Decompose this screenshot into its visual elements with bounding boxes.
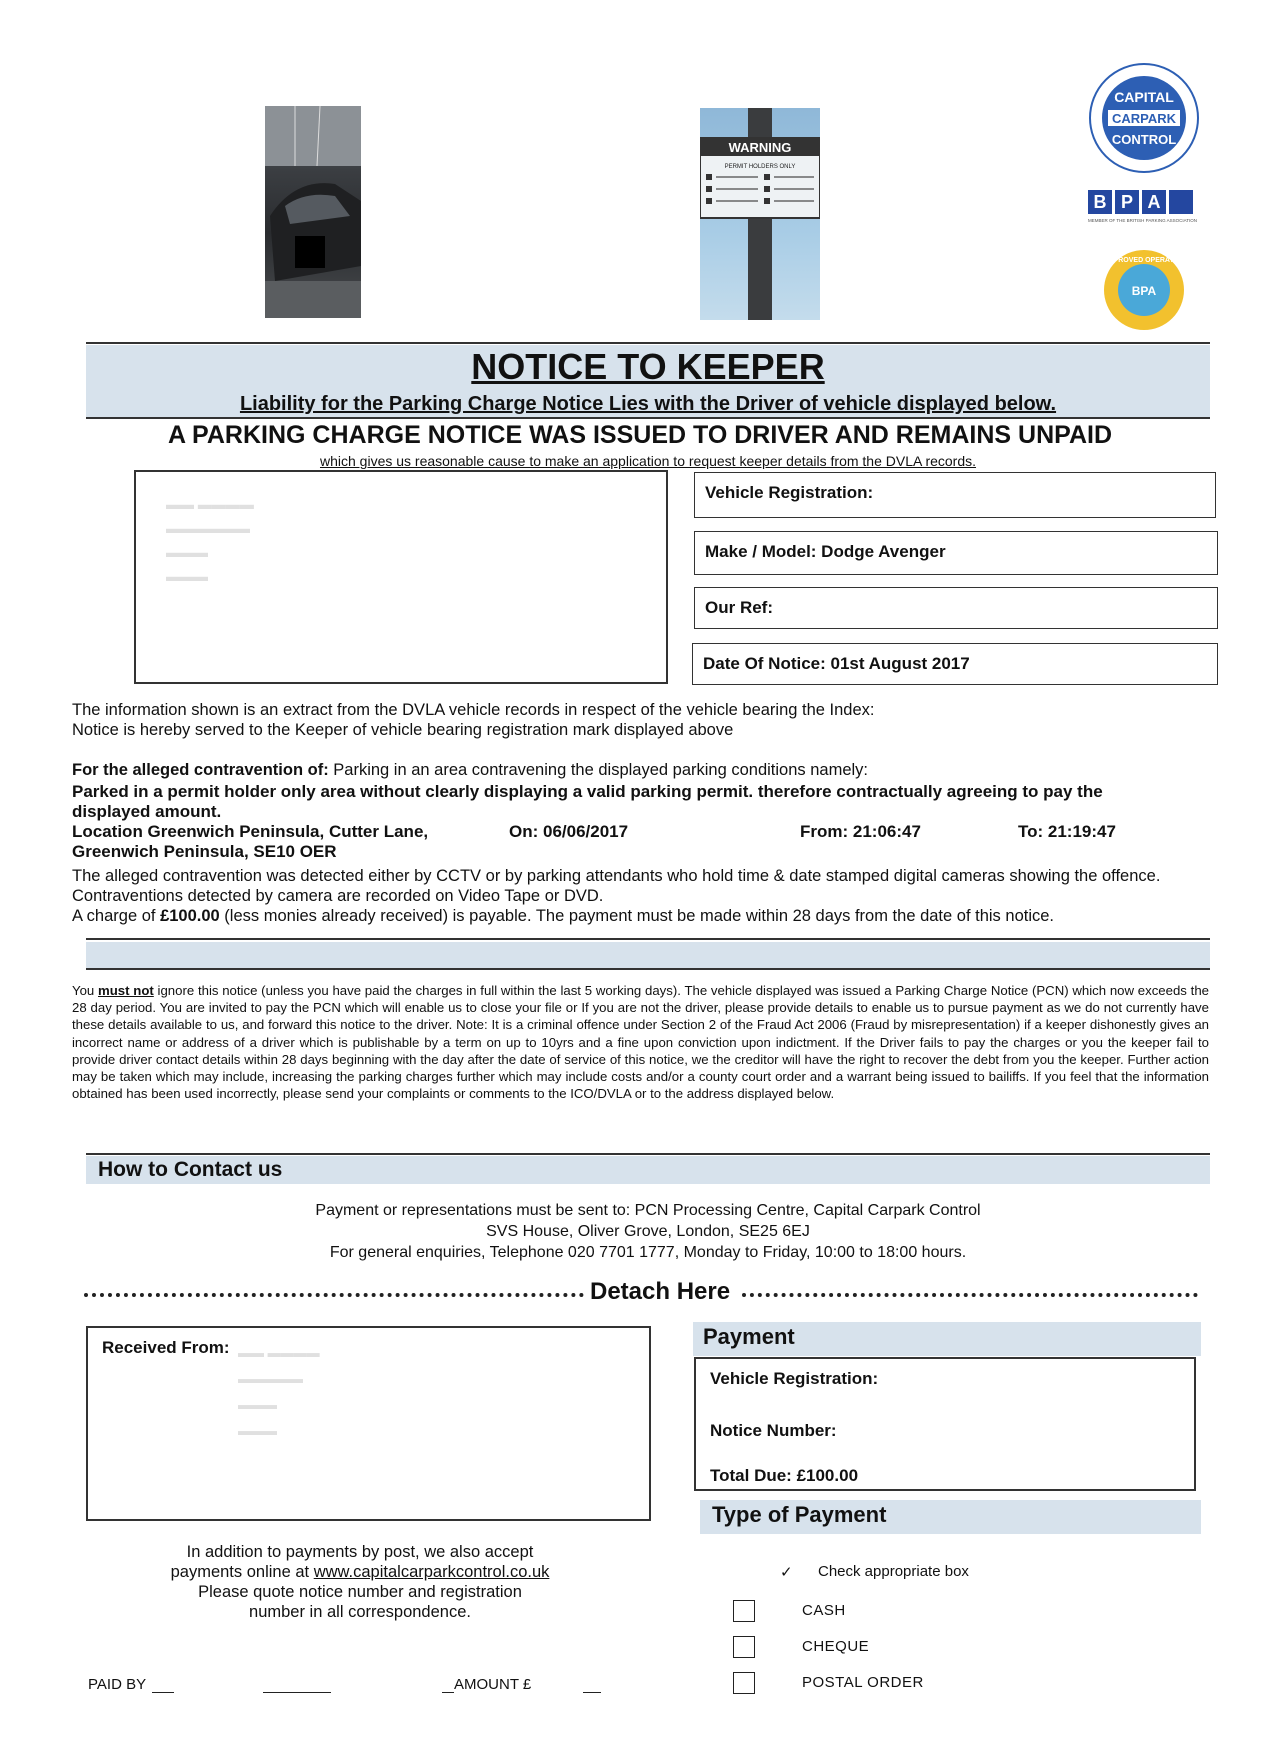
title-top-rule [86, 342, 1210, 344]
paid-by-label: PAID BY [88, 1676, 147, 1693]
check-mark-icon: ✓ [780, 1564, 793, 1581]
detach-label: Detach Here [590, 1278, 731, 1305]
make-model-text: Make / Model: Dodge Avenger [705, 542, 946, 561]
contravention-detail: Parked in a permit holder only area without clearly displaying a valid parking permit. therefore contractually agreeing to pay the displayed amount. [72, 782, 1103, 821]
contravention-location [72, 822, 492, 862]
our-ref-field [694, 587, 1218, 629]
contact-line-2: SVS House, Oliver Grove, London, SE25 6EJ [486, 1223, 810, 1240]
online-note-line-1: In addition to payments by post, we also accept [186, 1543, 534, 1561]
capital-logo-top: CAPITAL [1114, 89, 1174, 105]
contravention-text: Parking in an area contravening the displayed parking conditions namely: [328, 761, 869, 779]
location-line-1: Location Greenwich Peninsula, Cutter Lane, [72, 822, 429, 841]
contravention-date: On: 06/06/2017 [509, 822, 629, 841]
contravention-intro [72, 760, 1212, 780]
date-of-notice-text: Date Of Notice: 01st August 2017 [703, 654, 970, 673]
charge-prefix: A charge of [72, 907, 161, 925]
charge-suffix: (less monies already received) is payable. The payment must be made within 28 days from the date of this notice. [219, 907, 1054, 925]
location-line-2: Greenwich Peninsula, SE10 OER [72, 842, 337, 861]
payment-details-box [694, 1357, 1196, 1491]
bpa-swoosh-icon [1169, 190, 1193, 214]
contact-heading: How to Contact us [98, 1158, 283, 1181]
contravention-label: For the alleged contravention of: [72, 761, 329, 779]
received-from-box [86, 1326, 651, 1521]
bpa-letter: A [1142, 190, 1166, 214]
postal-order-label: POSTAL ORDER [802, 1674, 924, 1691]
amount-line-left [442, 1692, 454, 1693]
capital-logo-middle: CARPARK [1111, 111, 1177, 126]
cheque-checkbox[interactable] [733, 1636, 755, 1658]
redacted-address: ▬▬ ▬▬▬▬ ▬▬▬▬▬▬ ▬▬▬ ▬▬▬ [166, 496, 254, 584]
bpa-caption: MEMBER OF THE BRITISH PARKING ASSOCIATION [1088, 218, 1198, 223]
cash-checkbox[interactable] [733, 1600, 755, 1622]
payment-heading: Payment [703, 1324, 795, 1349]
check-hint: Check appropriate box [818, 1563, 969, 1580]
approved-operator-logo [1102, 248, 1186, 332]
bpa-logo [1088, 190, 1200, 223]
online-payment-link[interactable]: www.capitalcarparkcontrol.co.uk [313, 1563, 550, 1581]
detach-dotted-left [84, 1293, 584, 1297]
legal-body: ignore this notice (unless you have paid the charges in full within the last 5 working days). The vehicle displayed was issued a Parking Charge Notice (PCN) which now exceeds the 28 day period. You are invited to pay the PCN which will enable us to close your file or If you are not the driver, please provide details to enable us to pursue payment as we do not currently have these details available to us, and forward this notice to the driver. Note: It is a criminal offence under Section 2 of the Fraud Act 2006 (Fraud by misrepresentation) if a keeper dishonestly gives an incorrect name or address of a driver which is publishable by a term on up to 10yrs and a fine upon conviction upon indictment. If the Driver fails to pay the charges or you the keeper fail to provide driver contact details within 28 days beginning with the day after the date of service of this notice, we the creditor will have the right to recover the debt from you the keeper. Further action may be taken which may include, increasing the parking charges further which may include costs and/or a county court order and a warrant being issued to bailiffs. If you feel that the information obtained has been used incorrectly, please send your complaints or comments to the ICO/DVLA or to the address displayed below. [72, 983, 1209, 1102]
cheque-label: CHEQUE [802, 1638, 870, 1655]
online-payment-note [130, 1542, 590, 1622]
warning-sign-heading: WARNING [728, 140, 792, 155]
capital-logo-bottom: CONTROL [1111, 132, 1177, 147]
paid-by-line [152, 1692, 174, 1693]
vehicle-registration-label: Vehicle Registration: [705, 483, 874, 502]
detection-text: The alleged contravention was detected either by CCTV or by parking attendants who hold time & date stamped digital cameras showing the offence. Contraventions detected by camera are recorded on Video Tape or DVD. [72, 867, 1161, 905]
bpa-letter: P [1115, 190, 1139, 214]
contact-top-rule [86, 1153, 1210, 1155]
contravention-from-time: From: 21:06:47 [800, 822, 921, 841]
liability-line: Liability for the Parking Charge Notice Lies with the Driver of vehicle displayed below. [239, 393, 1057, 415]
approved-logo-ring: APPROVED OPERATOR [1103, 257, 1185, 264]
legal-notice-text [72, 982, 1209, 1102]
detach-dotted-right [742, 1293, 1198, 1297]
postal-order-checkbox[interactable] [733, 1672, 755, 1694]
amount-line [583, 1692, 601, 1693]
contravention-to-time: To: 21:19:47 [1018, 822, 1116, 841]
bpa-logo-letters [1088, 190, 1200, 214]
separator-bottom-rule [86, 968, 1210, 970]
cash-label: CASH [802, 1602, 846, 1619]
approved-logo-center: BPA [1131, 284, 1157, 298]
warning-sign-photo [700, 108, 820, 320]
paid-by-line-2 [263, 1692, 331, 1693]
redacted-received-address: ▬▬ ▬▬▬▬ ▬▬▬▬▬ ▬▬▬ ▬▬▬ [238, 1345, 320, 1438]
contact-line-3: For general enquiries, Telephone 020 7701 1777, Monday to Friday, 10:00 to 18:00 hours. [329, 1244, 967, 1261]
legal-emphasis: must not [98, 983, 154, 998]
vehicle-photo-drawing [265, 106, 361, 318]
payment-notice-number-label: Notice Number: [710, 1421, 837, 1440]
payment-type-heading: Type of Payment [712, 1502, 887, 1527]
contact-line-1: Payment or representations must be sent to: PCN Processing Centre, Capital Carpark Control [315, 1202, 981, 1219]
legal-prefix: You [72, 983, 99, 998]
bpa-letter: B [1088, 190, 1112, 214]
page-title: NOTICE TO KEEPER [471, 346, 825, 387]
separator-top-rule [86, 938, 1210, 940]
our-ref-label: Our Ref: [705, 598, 773, 617]
online-note-line-3: Please quote notice number and registration [198, 1583, 522, 1601]
date-of-notice-field [692, 643, 1218, 685]
amount-label: AMOUNT £ [454, 1676, 532, 1693]
online-note-line-2: payments online at [170, 1563, 314, 1581]
dvla-info-line-2: Notice is hereby served to the Keeper of vehicle bearing registration mark displayed above [72, 721, 734, 739]
separator-band [86, 942, 1210, 968]
vehicle-registration-field [694, 472, 1216, 518]
received-from-label: Received From: [102, 1338, 230, 1357]
charge-amount: £100.00 [160, 907, 220, 925]
capital-carpark-control-logo [1088, 62, 1200, 174]
make-model-field [694, 531, 1218, 575]
warning-sign-drawing [700, 108, 820, 320]
vehicle-photo [265, 106, 361, 318]
warning-sign-sub: PERMIT HOLDERS ONLY [724, 164, 796, 170]
title-bottom-rule [86, 417, 1210, 419]
charge-text [72, 906, 1212, 926]
payment-registration-label: Vehicle Registration: [710, 1369, 879, 1388]
online-note-line-4: number in all correspondence. [249, 1603, 471, 1621]
dvla-request-line: which gives us reasonable cause to make an application to request keeper details from the DVLA records. [319, 453, 977, 469]
keeper-address-box [134, 470, 668, 684]
dvla-info-line-1: The information shown is an extract from the DVLA vehicle records in respect of the vehicle bearing the Index: [72, 701, 875, 719]
unpaid-notice-line: A PARKING CHARGE NOTICE WAS ISSUED TO DRIVER AND REMAINS UNPAID [167, 421, 1113, 449]
payment-total-due: Total Due: £100.00 [710, 1466, 859, 1485]
